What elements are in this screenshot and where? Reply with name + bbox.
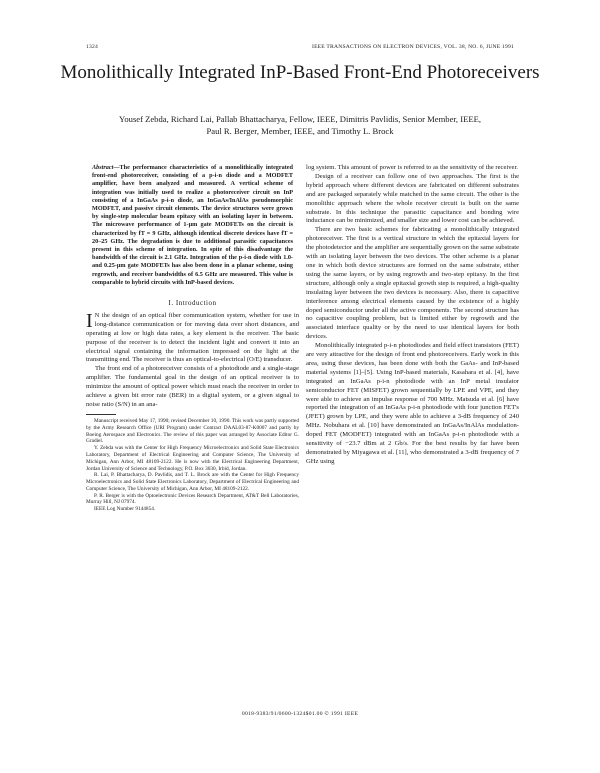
abstract-text: —The performance characteristics of a monolithically integrated front-end photoreceiver, consisting of a p-i-n diode and a MODFET amplifier, have been analyzed and measured. A vertical scheme of integration was initially used to realize a photoreceiver circuit on InP consisting of a InGaAs p-i-n diode, an InGaAs/InAlAs pseudomorphic MODFET, and passive circuit elements. The device structures were grown by single-step molecular beam epitaxy with an isolating layer in between. The microwave performance of 1-μm gate MODFETs on the circuit is characterized by fT = 9 GHz, although identical discrete devices have fT = 20–25 GHz. The degradation is due to additional parasitic capacitances present in this scheme of integration. In spite of this disadvantage the bandwidth of the circuit is 2.1 GHz. Integration of the p-i-n diode with 1.0- and 0.25-μm gate MODFETs has also been done in a planar scheme, using regrowth, and receiver bandwidths of 6.5 GHz are measured. This value is comparable to hybrid circuits with InP-based devices.	[92, 164, 293, 286]
footnote-authors: R. Lai, P. Bhattacharya, D. Pavlidis, and T. L. Brock are with the Center for High Frequency Microelectronics and Solid State Electronics Laboratory, Department of Electrical Engineering and Computer Science, The University of Michigan, Ann Arbor, MI 48109-2122.	[86, 472, 299, 492]
copyright-footer: 0018-9383/91/0600-1324$01.00 © 1991 IEEE	[241, 711, 359, 717]
left-column	[86, 164, 299, 513]
section-heading-introduction: I. Introduction	[168, 299, 217, 308]
right-paragraph-3: Monolithically integrated p-i-n photodiodes and field effect transistors (FET) are very attractive for the design of front end photoreceivers. Early work in this area, using these devices, has been done with both the GaAs- and InP-based material systems [1]–[5]. Using InP-based materials, Kasahara et al. [4], have integrated an InGaAs p-i-n photodiode with an InP metal insulator semiconductor FET (MISFET) grown sequentially by LPE and VPE, and they were able to achieve an impulse response of 700 MHz. Matsuda et al. [6] have reported the integration of an InGaAs p-i-n photodiode with four junction FET's (JFET) grown by LPE, and they were able to achieve a 3-dB frequency of 240 MHz. Nobuhara et al. [10] have demonstrated an InGaAs/InAlAs modulation-doped FET (MODFET) integrated with an InGaAs p-i-n photodiode with a sensitivity of −23.7 dBm at 2 Gb/s. For the best results by far have been demonstrated by Miyagawa et al. [11], who demonstrated a 3-dB frequency of 7 GHz using	[306, 342, 519, 465]
footnote-zebda: Y. Zebda was with the Center for High Frequency Microelectronics and Solid State Electronics Laboratory, Department of Electrical Engineering and Computer Science, The University of Michigan, Ann Arbor, MI 48109-2122. He is now with the Electrical Engineering Department, Jordan University of Science and Technology, P.O. Box 3030, Irbid, Jordan.	[86, 445, 299, 472]
drop-cap: I	[86, 309, 93, 332]
author-list	[60, 113, 540, 137]
right-column	[306, 164, 519, 467]
abstract-label: Abstract	[92, 164, 114, 171]
running-header	[86, 44, 514, 54]
intro-paragraph-1-text: N the design of an optical fiber communication system, whether for use in long-distance communication or for moving data over short distances, and operating at low or high data rates, a key element is the receiver. The basic purpose of the receiver is to detect the incident light and convert it into an electrical signal containing the information impressed on the light at the transmitting end. The receiver is thus an optical-to-electrical (O/E) transducer.	[86, 311, 299, 364]
right-paragraph-1: Design of a receiver can follow one of two approaches. The first is the hybrid approach where different devices are fabricated on different substrates and are packaged separately while matched in the same circuit. The other is the monolithic approach where the whole receiver circuit is built on the same substrate. In this technique the parasitic capacitance and bonding wire inductance can be minimized, and smaller size and lower cost can be achieved.	[306, 172, 519, 225]
paper-title: Monolithically Integrated InP-Based Front-End Photoreceivers	[60, 62, 540, 83]
footnote-berger: P. R. Berger is with the Optoelectronic Devices Research Department, AT&T Bell Laboratories, Murray Hill, NJ 07974.	[86, 492, 299, 506]
author-line-1: Yousef Zebda, Richard Lai, Pallab Bhattacharya, Fellow, IEEE, Dimitris Pavlidis, Senior Member, IEEE,	[119, 114, 481, 124]
right-paragraph-0: log system. This amount of power is referred to as the sensitivity of the receiver.	[306, 164, 518, 171]
abstract	[86, 164, 299, 287]
journal-header: IEEE TRANSACTIONS ON ELECTRON DEVICES, VOL. 38, NO. 6, JUNE 1991	[312, 44, 514, 50]
intro-paragraph-2: The front end of a photoreceiver consists of a photodiode and a single-stage amplifier. The fundamental goal in the design of an optical receiver is to minimize the amount of optical power which must reach the receiver in order to achieve a given bit error rate (BER) in a digital system, or a given signal to noise ratio (S/N) in an ana-	[86, 365, 299, 409]
footnote-divider	[86, 414, 116, 415]
author-line-2: Paul R. Berger, Member, IEEE, and Timothy L. Brock	[206, 126, 394, 136]
intro-paragraph-1	[86, 309, 299, 365]
footnote-log-number: IEEE Log Number 9144854.	[94, 506, 156, 513]
page-number: 1324	[86, 44, 98, 50]
footnote-manuscript: Manuscript received May 17, 1990; revised December 10, 1990. This work was partly supported by the Army Research Office (URI Program) under Contract DAAL03-87-K0007 and partly by Boeing Aerospace and Electronics. The review of this paper was arranged by Associate Editor G. Gradiel.	[86, 417, 299, 445]
right-paragraph-2: There are two basic schemes for fabricating a monolithically integrated photoreceiver. The first is a vertical structure in which the epitaxial layers for the photodetector and the amplifier are sequentially grown on the same substrate with an isolating layer between the two devices. The other scheme is a planar one in which both device structures are formed on the same substrate, either using the same layers, or by using regrowth and two-step epitaxy. In the first structure, although only a single epitaxial growth step is required, a high-quality insulating layer between the two devices is necessary. Also, there is capacitive interference among electrical elements caused by the existence of a highly doped semiconductor under all the active components. The second structure has no capacitive coupling problem, but is limited either by regrowth and the associated interface quality or by the need to use identical layers for both devices.	[306, 226, 519, 341]
